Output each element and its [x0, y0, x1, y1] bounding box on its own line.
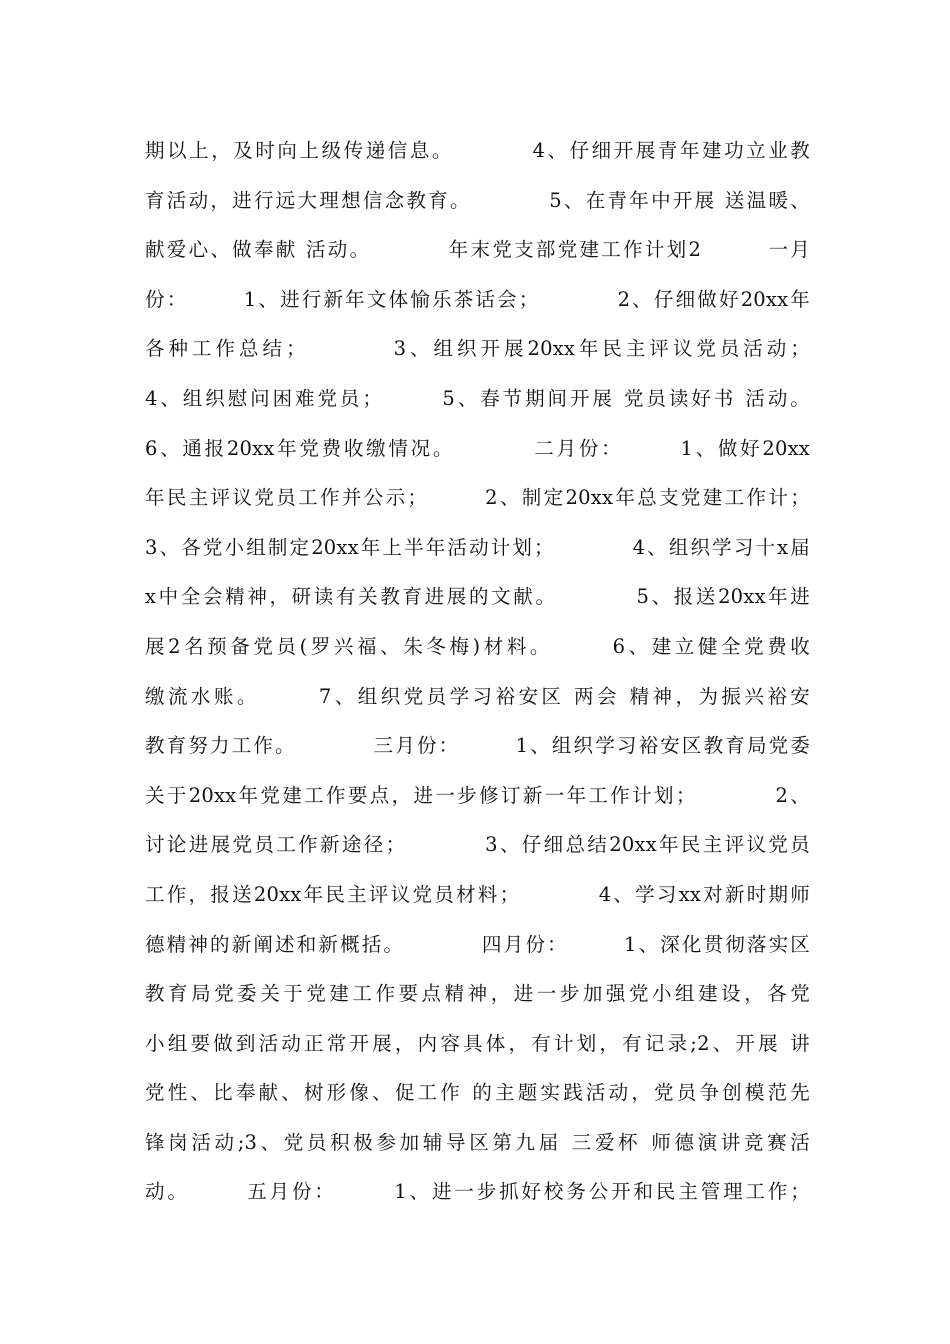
text-line: x中全会精神，研读有关教育进展的文献。 5、报送20xx年进: [145, 585, 810, 609]
text-line: 6、通报20xx年党费收缴情况。 二月份： 1、做好20xx: [145, 436, 810, 460]
text-line: 党性、比奉献、树形像、促工作 的主题实践活动，党员争创模范先: [145, 1081, 810, 1105]
text-line: 工作，报送20xx年民主评议党员材料； 4、学习xx对新时期师: [145, 882, 810, 906]
text-line: 动。 五月份： 1、进一步抓好校务公开和民主管理工作；: [145, 1180, 810, 1204]
text-line: 3、各党小组制定20xx年上半年活动计划； 4、组织学习十x届: [145, 535, 810, 559]
text-line: 讨论进展党员工作新途径； 3、仔细总结20xx年民主评议党员: [145, 833, 810, 857]
text-line: 关于20xx年党建工作要点，进一步修订新一年工作计划； 2、: [145, 783, 810, 807]
text-line: 各种工作总结； 3、组织开展20xx年民主评议党员活动；: [145, 337, 810, 361]
text-line: 份： 1、进行新年文体愉乐茶话会； 2、仔细做好20xx年: [145, 287, 810, 311]
text-line: 献爱心、做奉献 活动。 年末党支部党建工作计划2 一月: [145, 238, 810, 262]
text-line: 4、组织慰问困难党员； 5、春节期间开展 党员读好书 活动。: [145, 386, 810, 410]
text-line: 年民主评议党员工作并公示； 2、制定20xx年总支党建工作计；: [145, 486, 810, 510]
text-line: 期以上，及时向上级传递信息。 4、仔细开展青年建功立业教: [145, 139, 810, 162]
body-text: [145, 126, 810, 1217]
text-line: 锋岗活动;3、党员积极参加辅导区第九届 三爱杯 师德演讲竞赛活: [145, 1130, 810, 1154]
text-line: 育活动，进行远大理想信念教育。 5、在青年中开展 送温暖、: [145, 188, 810, 212]
text-line: 小组要做到活动正常开展，内容具体，有计划，有记录;2、开展 讲: [145, 1031, 810, 1055]
text-line: 缴流水账。 7、组织党员学习裕安区 两会 精神，为振兴裕安: [145, 684, 810, 708]
text-line: 德精神的新阐述和新概括。 四月份： 1、深化贯彻落实区: [145, 932, 810, 956]
text-line: 教育局党委关于党建工作要点精神，进一步加强党小组建设，各党: [145, 982, 810, 1006]
text-line: 展2名预备党员(罗兴福、朱冬梅)材料。 6、建立健全党费收: [145, 634, 810, 658]
text-line: 教育努力工作。 三月份： 1、组织学习裕安区教育局党委: [145, 734, 810, 758]
